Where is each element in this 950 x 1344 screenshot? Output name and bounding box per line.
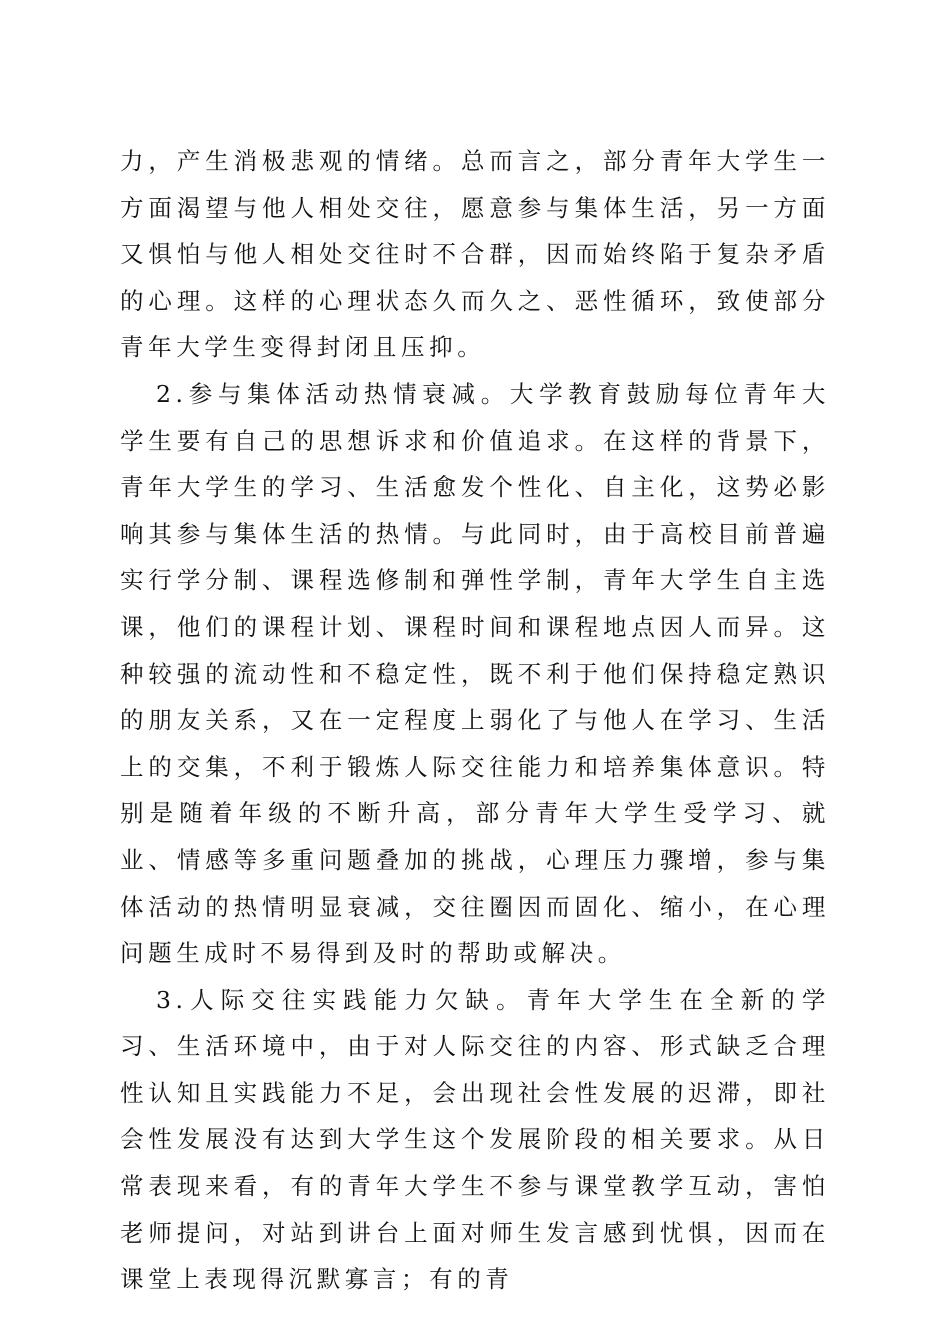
- paragraph-section-3: 3.人际交往实践能力欠缺。青年大学生在全新的学习、生活环境中，由于对人际交往的内容、形式缺乏合理性认知且实践能力不足，会出现社会性发展的迟滞，即社会性发展没有达到大学生这个发展阶段的相关要求。从日常表现来看，有的青年大学生不参与课堂教学互动，害怕老师提问，对站到讲台上面对师生发言感到忧惧，因而在课堂上表现得沉默寡言；有的青: [120, 985, 830, 1294]
- paragraph-section-2: 2.参与集体活动热情衰减。大学教育鼓励每位青年大学生要有自己的思想诉求和价值追求。在这样的背景下，青年大学生的学习、生活愈发个性化、自主化，这势必影响其参与集体生活的热情。与此同时，由于高校目前普遍实行学分制、课程选修制和弹性学制，青年大学生自主选课，他们的课程计划、课程时间和课程地点因人而异。这种较强的流动性和不稳定性，既不利于他们保持稳定熟识的朋友关系，又在一定程度上弱化了与他人在学习、生活上的交集，不利于锻炼人际交往能力和培养集体意识。特别是随着年级的不断升高，部分青年大学生受学习、就业、情感等多重问题叠加的挑战，心理压力骤增，参与集体活动的热情明显衰减，交往圈因而固化、缩小，在心理问题生成时不易得到及时的帮助或解决。: [120, 379, 830, 968]
- body-text: [120, 138, 830, 1303]
- paragraph-continuation: 力，产生消极悲观的情绪。总而言之，部分青年大学生一方面渴望与他人相处交往，愿意参与集体生活，另一方面又惧怕与他人相处交往时不合群，因而始终陷于复杂矛盾的心理。这样的心理状态久而久之、恶性循环，致使部分青年大学生变得封闭且压抑。: [120, 147, 830, 362]
